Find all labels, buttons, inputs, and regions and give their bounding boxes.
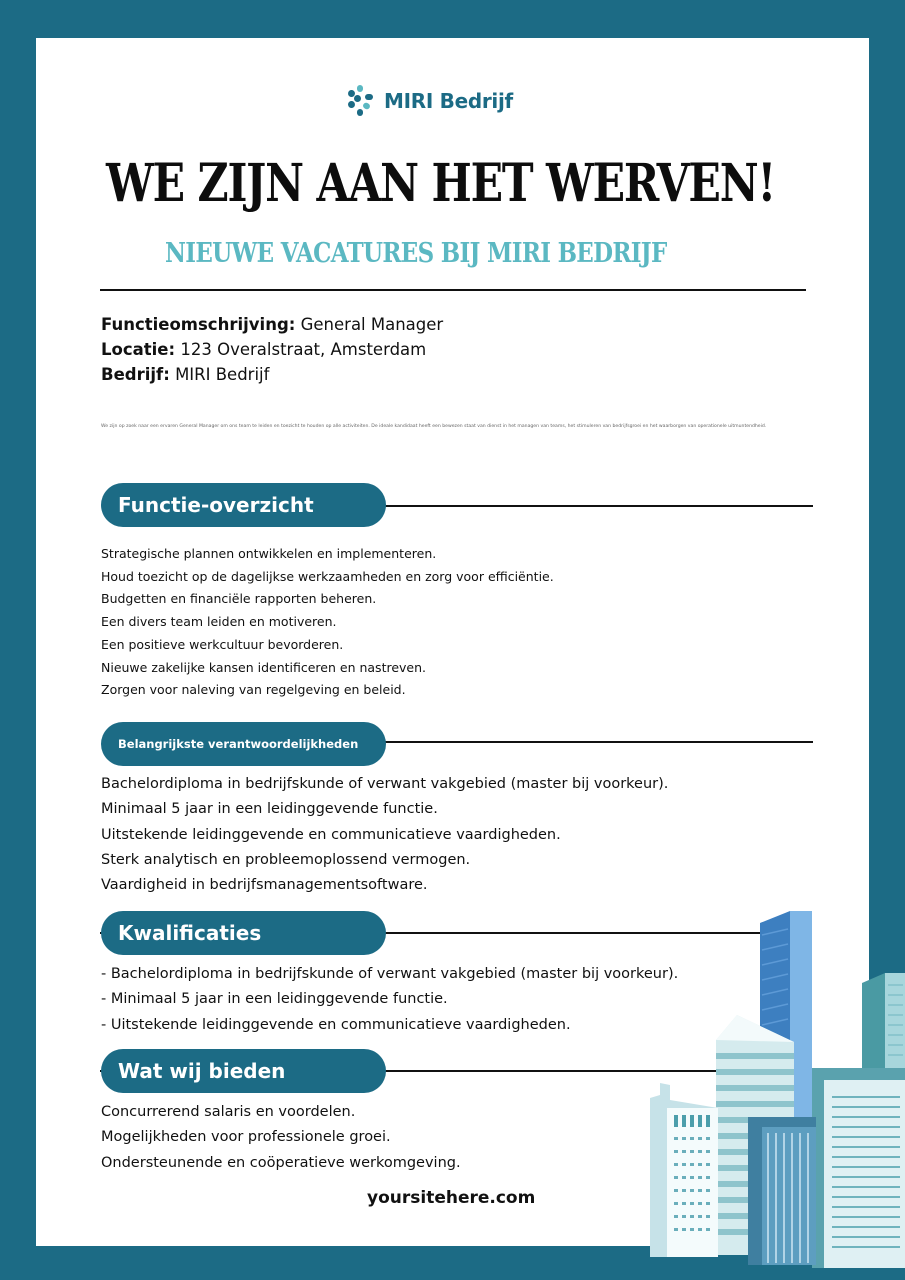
intro-paragraph: We zijn op zoek naar een ervaren General Manager om ons team te leiden en toezicht te houden op alle activiteiten. De ideale kandidaat heeft een bewezen staat van dienst in het managen van teams, het stimuleren van bedrijfsgroei en het waarborgen van operationele uitmuntendheid. [101,424,767,429]
list-item: Een positieve werkcultuur bevorderen. [101,636,344,652]
page-title: WE ZIJN AAN HET WERVEN! [106,153,775,214]
job-function-row [101,312,443,337]
website-link[interactable]: yoursitehere.com [367,1188,536,1208]
section-list-functie-overzicht [101,543,554,702]
job-location-row [101,337,443,362]
job-meta [101,312,443,387]
list-item: Strategische plannen ontwikkelen en implementeren. [101,546,437,561]
section-header-verantwoordelijkheden: Belangrijkste verantwoordelijkheden [101,722,386,766]
list-item: Houd toezicht op de dagelijkse werkzaamheden en zorg voor efficiëntie. [101,568,554,584]
list-item: Een divers team leiden en motiveren. [101,614,337,630]
list-item: Mogelijkheden voor professionele groei. [101,1129,391,1146]
list-item: Vaardigheid in bedrijfsmanagementsoftware. [101,877,428,894]
job-company-value: MIRI Bedrijf [175,365,270,384]
job-location-value: 123 Overalstraat, Amsterdam [180,340,427,359]
section-list-wat-wij-bieden [101,1100,461,1176]
header-divider [100,289,806,291]
list-item: Ondersteunende en coöperatieve werkomgeving. [101,1154,461,1171]
section-divider [380,741,813,743]
asterisk-arrow-logo-icon [344,84,378,118]
list-item: - Bachelordiploma in bedrijfskunde of verwant vakgebied (master bij voorkeur). [101,966,679,982]
list-item: Sterk analytisch en probleemoplossend vermogen. [101,851,471,868]
section-header-wat-wij-bieden: Wat wij bieden [101,1049,386,1093]
section-header-kwalificaties: Kwalificaties [101,911,386,955]
list-item: Zorgen voor naleving van regelgeving en beleid. [101,682,406,698]
city-skyline-illustration [640,905,905,1280]
section-list-verantwoordelijkheden [101,772,668,898]
job-location-label: Locatie: [101,340,176,359]
job-function-label: Functieomschrijving: [101,315,296,334]
brand-name: MIRI Bedrijf [384,89,513,113]
list-item: Budgetten en financiële rapporten beheren. [101,591,377,607]
list-item: Uitstekende leidinggevende en communicatieve vaardigheden. [101,826,561,843]
job-company-row [101,362,443,387]
section-header-functie-overzicht: Functie-overzicht [101,483,386,527]
list-item: - Uitstekende leidinggevende en communicatieve vaardigheden. [101,1016,571,1033]
list-item: Concurrerend salaris en voordelen. [101,1104,356,1120]
list-item: Nieuwe zakelijke kansen identificeren en nastreven. [101,659,427,675]
job-company-label: Bedrijf: [101,365,170,384]
job-function-value: General Manager [300,315,444,334]
brand-logo [344,84,513,118]
section-divider [380,505,813,507]
section-list-kwalificaties [101,962,678,1038]
list-item: Minimaal 5 jaar in een leidinggevende functie. [101,801,438,818]
list-item: - Minimaal 5 jaar in een leidinggevende functie. [101,991,448,1008]
list-item: Bachelordiploma in bedrijfskunde of verwant vakgebied (master bij voorkeur). [101,776,669,792]
page-subtitle: NIEUWE VACATURES BIJ MIRI BEDRIJF [165,238,667,269]
